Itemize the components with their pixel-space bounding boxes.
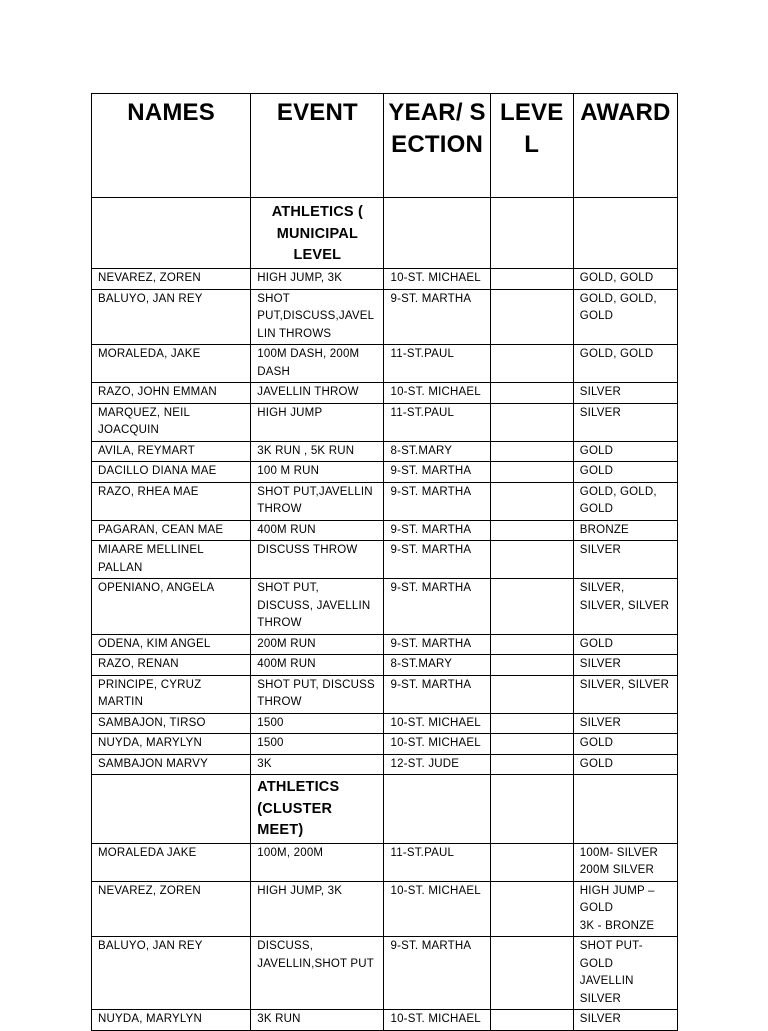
year-section-cell: 11-ST.PAUL <box>384 843 490 881</box>
table-row <box>92 403 678 441</box>
year-section-cell: 10-ST. MICHAEL <box>384 383 490 404</box>
table-row <box>92 482 678 520</box>
empty-cell <box>573 198 677 269</box>
award-cell: GOLD, GOLD <box>573 269 677 290</box>
event-cell: 1500 <box>251 734 384 755</box>
award-cell: GOLD, GOLD, GOLD <box>573 482 677 520</box>
award-cell: SHOT PUT- GOLD JAVELLIN SILVER <box>573 937 677 1010</box>
table-row <box>92 634 678 655</box>
event-cell: 400M RUN <box>251 520 384 541</box>
table-row <box>92 579 678 635</box>
empty-cell <box>384 198 490 269</box>
award-cell: GOLD, GOLD, GOLD <box>573 289 677 345</box>
event-cell: 200M RUN <box>251 634 384 655</box>
table-row <box>92 269 678 290</box>
name-cell: MORALEDA JAKE <box>92 843 251 881</box>
table-row <box>92 541 678 579</box>
empty-cell <box>384 775 490 844</box>
award-cell: GOLD <box>573 462 677 483</box>
level-cell <box>490 675 573 713</box>
event-cell: HIGH JUMP, 3K <box>251 881 384 937</box>
level-cell <box>490 713 573 734</box>
table-row <box>92 520 678 541</box>
name-cell: PRINCIPE, CYRUZ MARTIN <box>92 675 251 713</box>
event-cell: SHOT PUT, DISCUSS THROW <box>251 675 384 713</box>
name-cell: RAZO, RENAN <box>92 655 251 676</box>
empty-cell <box>92 775 251 844</box>
header-event: EVENT <box>251 94 384 198</box>
section-title: ATHLETICS (CLUSTER MEET) <box>251 775 384 844</box>
level-cell <box>490 655 573 676</box>
name-cell: NUYDA, MARYLYN <box>92 734 251 755</box>
name-cell: ODENA, KIM ANGEL <box>92 634 251 655</box>
name-cell: MORALEDA, JAKE <box>92 345 251 383</box>
level-cell <box>490 403 573 441</box>
level-cell <box>490 541 573 579</box>
name-cell: SAMBAJON, TIRSO <box>92 713 251 734</box>
level-cell <box>490 462 573 483</box>
year-section-cell: 9-ST. MARTHA <box>384 541 490 579</box>
year-section-cell: 9-ST. MARTHA <box>384 520 490 541</box>
event-cell: 100 M RUN <box>251 462 384 483</box>
event-cell: 3K RUN , 5K RUN <box>251 441 384 462</box>
year-section-cell: 8-ST.MARY <box>384 655 490 676</box>
year-section-cell: 9-ST. MARTHA <box>384 579 490 635</box>
table-row <box>92 881 678 937</box>
event-cell: 3K <box>251 754 384 775</box>
section-header-row <box>92 775 678 844</box>
award-cell: GOLD <box>573 734 677 755</box>
level-cell <box>490 383 573 404</box>
header-level: LEVEL <box>490 94 573 198</box>
header-row <box>92 94 678 198</box>
level-cell <box>490 881 573 937</box>
award-cell: SILVER, SILVER <box>573 675 677 713</box>
event-cell: SHOT PUT,JAVELLIN THROW <box>251 482 384 520</box>
level-cell <box>490 520 573 541</box>
event-cell: 100M, 200M <box>251 843 384 881</box>
year-section-cell: 10-ST. MICHAEL <box>384 269 490 290</box>
name-cell: BALUYO, JAN REY <box>92 937 251 1010</box>
award-cell: SILVER <box>573 655 677 676</box>
year-section-cell: 12-ST. JUDE <box>384 754 490 775</box>
empty-cell <box>490 198 573 269</box>
table-row <box>92 655 678 676</box>
event-cell: SHOT PUT,DISCUSS,JAVELLIN THROWS <box>251 289 384 345</box>
award-cell: SILVER <box>573 403 677 441</box>
year-section-cell: 9-ST. MARTHA <box>384 462 490 483</box>
event-cell: 1500 <box>251 713 384 734</box>
event-cell: DISCUSS, JAVELLIN,SHOT PUT <box>251 937 384 1010</box>
empty-cell <box>490 775 573 844</box>
name-cell: NUYDA, MARYLYN <box>92 1010 251 1031</box>
table-row <box>92 441 678 462</box>
year-section-cell: 11-ST.PAUL <box>384 345 490 383</box>
name-cell: RAZO, JOHN EMMAN <box>92 383 251 404</box>
event-cell: DISCUSS THROW <box>251 541 384 579</box>
level-cell <box>490 634 573 655</box>
name-cell: BALUYO, JAN REY <box>92 289 251 345</box>
award-cell: 100M- SILVER 200M SILVER <box>573 843 677 881</box>
table-row <box>92 754 678 775</box>
event-cell: 3K RUN <box>251 1010 384 1031</box>
level-cell <box>490 734 573 755</box>
name-cell: NEVAREZ, ZOREN <box>92 881 251 937</box>
award-cell: GOLD <box>573 634 677 655</box>
year-section-cell: 9-ST. MARTHA <box>384 937 490 1010</box>
level-cell <box>490 345 573 383</box>
table-row <box>92 937 678 1010</box>
name-cell: MIAARE MELLINEL PALLAN <box>92 541 251 579</box>
name-cell: RAZO, RHEA MAE <box>92 482 251 520</box>
event-cell: SHOT PUT, DISCUSS, JAVELLIN THROW <box>251 579 384 635</box>
year-section-cell: 9-ST. MARTHA <box>384 482 490 520</box>
year-section-cell: 10-ST. MICHAEL <box>384 1010 490 1031</box>
award-cell: SILVER <box>573 713 677 734</box>
year-section-cell: 10-ST. MICHAEL <box>384 713 490 734</box>
event-cell: HIGH JUMP <box>251 403 384 441</box>
table-row <box>92 1010 678 1031</box>
header-names: NAMES <box>92 94 251 198</box>
name-cell: NEVAREZ, ZOREN <box>92 269 251 290</box>
level-cell <box>490 843 573 881</box>
empty-cell <box>92 198 251 269</box>
table-row <box>92 713 678 734</box>
level-cell <box>490 269 573 290</box>
year-section-cell: 10-ST. MICHAEL <box>384 734 490 755</box>
name-cell: SAMBAJON MARVY <box>92 754 251 775</box>
award-cell: BRONZE <box>573 520 677 541</box>
table-row <box>92 843 678 881</box>
table-row <box>92 289 678 345</box>
section-header-row <box>92 198 678 269</box>
level-cell <box>490 1010 573 1031</box>
header-award: AWARD <box>573 94 677 198</box>
level-cell <box>490 937 573 1010</box>
year-section-cell: 11-ST.PAUL <box>384 403 490 441</box>
level-cell <box>490 579 573 635</box>
table-body <box>92 198 678 1031</box>
level-cell <box>490 482 573 520</box>
year-section-cell: 10-ST. MICHAEL <box>384 881 490 937</box>
year-section-cell: 8-ST.MARY <box>384 441 490 462</box>
empty-cell <box>573 775 677 844</box>
level-cell <box>490 289 573 345</box>
name-cell: AVILA, REYMART <box>92 441 251 462</box>
event-cell: 100M DASH, 200M DASH <box>251 345 384 383</box>
award-cell: SILVER, SILVER, SILVER <box>573 579 677 635</box>
table-row <box>92 383 678 404</box>
awards-table <box>91 93 678 1031</box>
year-section-cell: 9-ST. MARTHA <box>384 289 490 345</box>
header-year-section: YEAR/ SECTION <box>384 94 490 198</box>
name-cell: OPENIANO, ANGELA <box>92 579 251 635</box>
event-cell: JAVELLIN THROW <box>251 383 384 404</box>
award-cell: GOLD, GOLD <box>573 345 677 383</box>
level-cell <box>490 441 573 462</box>
section-title: ATHLETICS ( MUNICIPAL LEVEL <box>251 198 384 269</box>
award-cell: SILVER <box>573 1010 677 1031</box>
table-row <box>92 462 678 483</box>
event-cell: HIGH JUMP, 3K <box>251 269 384 290</box>
table-row <box>92 345 678 383</box>
award-cell: GOLD <box>573 754 677 775</box>
table-row <box>92 734 678 755</box>
event-cell: 400M RUN <box>251 655 384 676</box>
name-cell: DACILLO DIANA MAE <box>92 462 251 483</box>
table-row <box>92 675 678 713</box>
award-cell: GOLD <box>573 441 677 462</box>
award-cell: SILVER <box>573 383 677 404</box>
level-cell <box>490 754 573 775</box>
award-cell: HIGH JUMP – GOLD 3K - BRONZE <box>573 881 677 937</box>
year-section-cell: 9-ST. MARTHA <box>384 634 490 655</box>
award-cell: SILVER <box>573 541 677 579</box>
name-cell: PAGARAN, CEAN MAE <box>92 520 251 541</box>
name-cell: MARQUEZ, NEIL JOACQUIN <box>92 403 251 441</box>
year-section-cell: 9-ST. MARTHA <box>384 675 490 713</box>
